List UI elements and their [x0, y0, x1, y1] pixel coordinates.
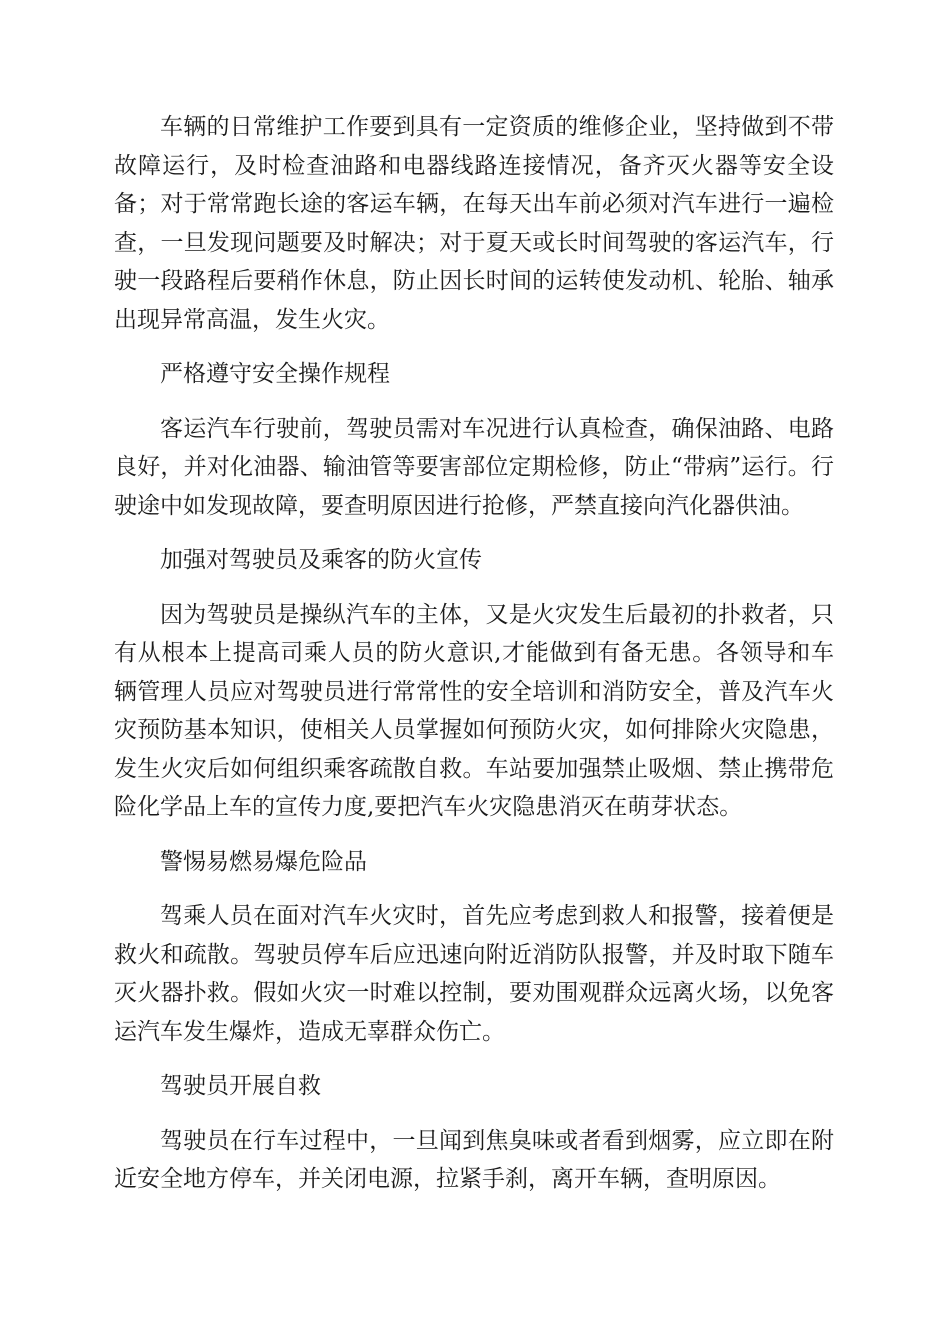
document-body [114, 108, 834, 1199]
heading-self-rescue: 驾驶员开展自救 [160, 1073, 321, 1099]
heading-hazardous-goods: 警惕易燃易爆危险品 [160, 848, 367, 875]
heading-fire-awareness: 加强对驾驶员及乘客的防火宣传 [160, 547, 482, 573]
heading-safety-rules: 严格遵守安全操作规程 [160, 361, 390, 387]
paragraph-self-rescue: 驾驶员在行车过程中，一旦闻到焦臭味或者看到烟雾，应立即在附近安全地方停车，并关闭电源，拉紧手刹，离开车辆，查明原因。 [114, 1127, 834, 1192]
paragraph-vehicle-maintenance: 车辆的日常维护工作要到具有一定资质的维修企业，坚持做到不带故障运行，及时检查油路和电器线路连接情况，备齐灭火器等安全设备；对于常常跑长途的客运车辆，在每天出车前必须对汽车进行一遍检查，一旦发现问题要及时解决；对于夏天或长时间驾驶的客运汽车，行驶一段路程后要稍作休息，防止因长时间的运转使发动机、轮胎、轴承出现异常高温，发生火灾。 [114, 114, 834, 333]
paragraph-pre-drive-check: 客运汽车行驶前，驾驶员需对车况进行认真检查，确保油路、电路良好，并对化油器、输油管等要害部位定期检修，防止“带病”运行。行驶途中如发现故障，要查明原因进行抢修，严禁直接向汽化器供油。 [114, 415, 834, 519]
paragraph-fire-response: 驾乘人员在面对汽车火灾时，首先应考虑到救人和报警，接着便是救火和疏散。驾驶员停车后应迅速向附近消防队报警，并及时取下随车灭火器扑救。假如火灾一时难以控制，要劝围观群众远离火场，以免客运汽车发生爆炸，造成无辜群众伤亡。 [114, 903, 834, 1045]
paragraph-driver-training: 因为驾驶员是操纵汽车的主体，又是火灾发生后最初的扑救者，只有从根本上提高司乘人员的防火意识,才能做到有备无患。各领导和车辆管理人员应对驾驶员进行常常性的安全培训和消防安全，普及汽车火灾预防基本知识，使相关人员掌握如何预防火灾，如何排除火灾隐患，发生火灾后如何组织乘客疏散自救。车站要加强禁止吸烟、禁止携带危险化学品上车的宣传力度,要把汽车火灾隐患消灭在萌芽状态。 [114, 601, 834, 820]
